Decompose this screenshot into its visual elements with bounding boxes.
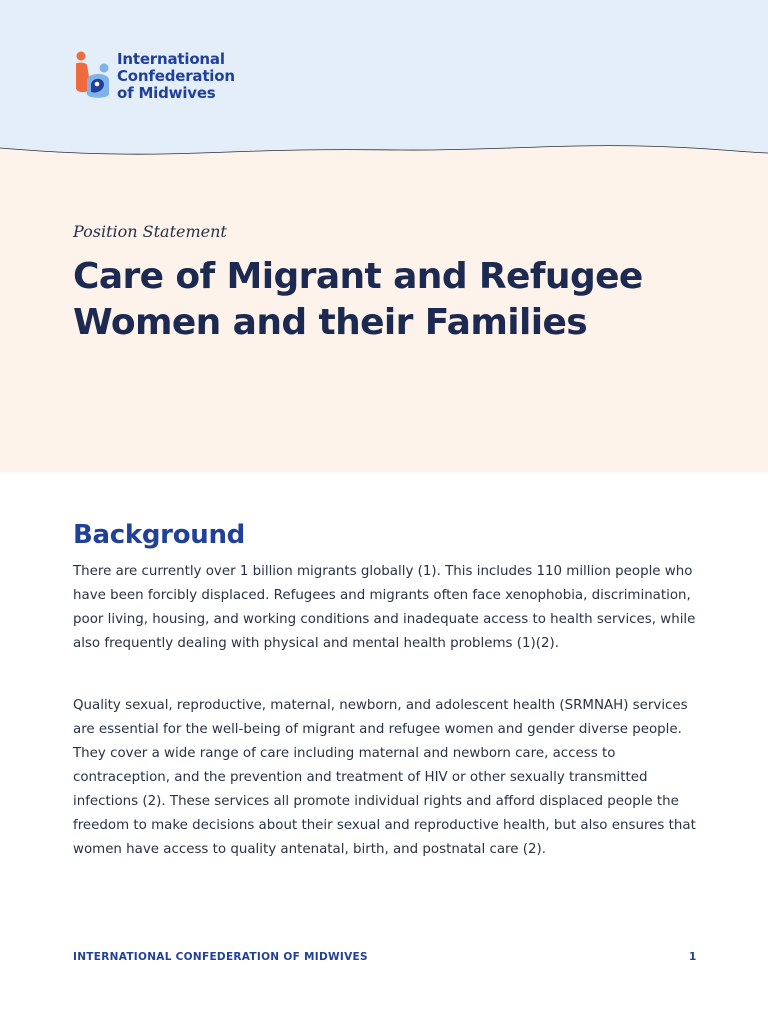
body-paragraph-2: Quality sexual, reproductive, maternal, newborn, and adolescent health (SRMNAH) services are essential for the well-being of migrant and refugee women and gender diverse people. They cover a wide range of care including maternal and newborn care, access to contraception, and the prevention and treatment of HIV or other sexually transmitted infections (2). These services all promote individual rights and afford displaced people the freedom to make decisions about their sexual and reproductive health, but also ensures that women have access to quality antenatal, birth, and postnatal care (2).	[73, 698, 696, 857]
logo-line-3: of Midwives	[117, 83, 216, 102]
footer-organization: INTERNATIONAL CONFEDERATION OF MIDWIVES	[73, 951, 368, 963]
logo-line-1: International	[117, 49, 225, 68]
page-number: 1	[689, 951, 697, 963]
logo-line-2: Confederation	[117, 66, 235, 85]
body-paragraph-1: There are currently over 1 billion migrants globally (1). This includes 110 million people who have been forcibly displaced. Refugees and migrants often face xenophobia, discrimination, poor living, housing, and working conditions and inadequate access to health services, while also frequently dealing with physical and mental health problems (1)(2).	[73, 564, 696, 651]
wave-divider	[0, 140, 768, 180]
page-title	[73, 254, 713, 346]
logo-wordmark	[117, 51, 235, 102]
section-heading: Background	[73, 520, 245, 550]
document-type-label: Position Statement	[73, 222, 227, 241]
organization-logo[interactable]	[73, 50, 235, 102]
title-line-2: Women and their Families	[73, 302, 588, 343]
title-line-1: Care of Migrant and Refugee	[73, 256, 643, 297]
icm-midwife-logo-icon	[73, 50, 113, 102]
